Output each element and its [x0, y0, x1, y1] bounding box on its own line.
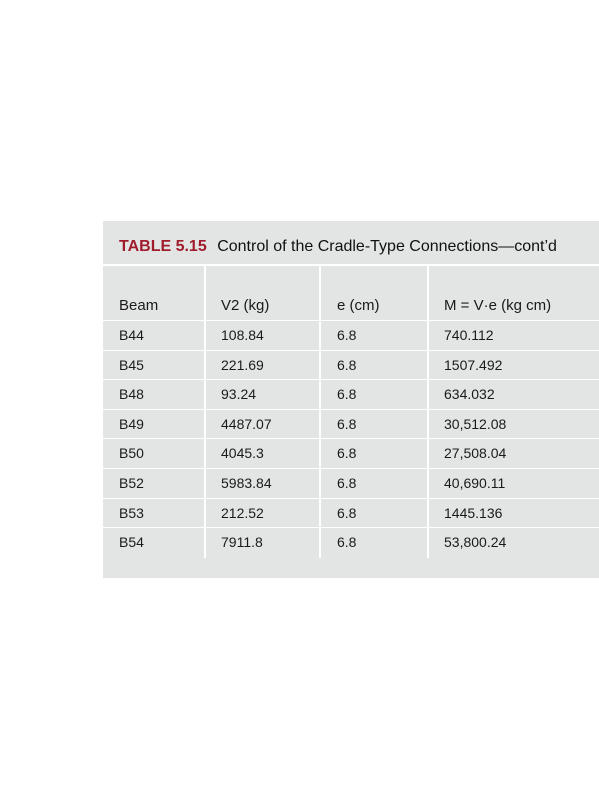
- row-divider: [103, 350, 599, 351]
- table-cell-v2: 221.69: [221, 357, 264, 373]
- table-cell-e: 6.8: [337, 386, 357, 402]
- table-cell-e: 6.8: [337, 327, 357, 343]
- table-cell-moment: 27,508.04: [444, 445, 507, 461]
- table-cell-e: 6.8: [337, 416, 357, 432]
- table-cell-e: 6.8: [337, 505, 357, 521]
- column-header-v2: V2 (kg): [221, 297, 270, 314]
- table-cell-moment: 634.032: [444, 386, 495, 402]
- table-cell-v2: 93.24: [221, 386, 257, 402]
- table-cell-beam: B49: [119, 416, 144, 432]
- table-cell-v2: 7911.8: [221, 534, 263, 550]
- table-cell-beam: B44: [119, 327, 144, 343]
- column-header-beam: Beam: [119, 297, 159, 314]
- table-cell-v2: 4045.3: [221, 445, 264, 461]
- table-cell-beam: B48: [119, 386, 144, 402]
- table-label: TABLE 5.15: [119, 238, 207, 255]
- table-cell-moment: 30,512.08: [444, 416, 507, 432]
- row-divider: [103, 527, 599, 528]
- table-cell-e: 6.8: [337, 534, 357, 550]
- table-cell-moment: 40,690.11: [444, 475, 506, 491]
- table-cell-beam: B53: [119, 505, 144, 521]
- table-cell-v2: 108.84: [221, 327, 264, 343]
- data-table: [103, 221, 599, 578]
- table-cell-beam: B52: [119, 475, 144, 491]
- column-divider: [319, 266, 321, 558]
- column-header-e: e (cm): [337, 297, 380, 314]
- table-cell-beam: B50: [119, 445, 144, 461]
- row-divider: [103, 438, 599, 439]
- table-caption: [119, 238, 557, 256]
- table-cell-e: 6.8: [337, 475, 357, 491]
- table-cell-moment: 740.112: [444, 327, 494, 343]
- table-cell-moment: 1445.136: [444, 505, 503, 521]
- column-header-moment: M = V·e (kg cm): [444, 297, 552, 314]
- column-divider: [204, 266, 206, 558]
- table-cell-beam: B54: [119, 534, 144, 550]
- caption-divider: [103, 264, 599, 266]
- table-cell-v2: 5983.84: [221, 475, 272, 491]
- row-divider: [103, 379, 599, 380]
- table-title: Control of the Cradle-Type Connections—cont’d: [217, 238, 557, 255]
- table-cell-v2: 4487.07: [221, 416, 272, 432]
- table-cell-v2: 212.52: [221, 505, 264, 521]
- table-cell-moment: 53,800.24: [444, 534, 507, 550]
- row-divider: [103, 498, 599, 499]
- table-cell-moment: 1507.492: [444, 357, 503, 373]
- table-cell-e: 6.8: [337, 357, 357, 373]
- row-divider: [103, 468, 599, 469]
- table-cell-beam: B45: [119, 357, 144, 373]
- column-divider: [427, 266, 429, 558]
- row-divider: [103, 409, 599, 410]
- table-cell-e: 6.8: [337, 445, 357, 461]
- row-divider: [103, 320, 599, 321]
